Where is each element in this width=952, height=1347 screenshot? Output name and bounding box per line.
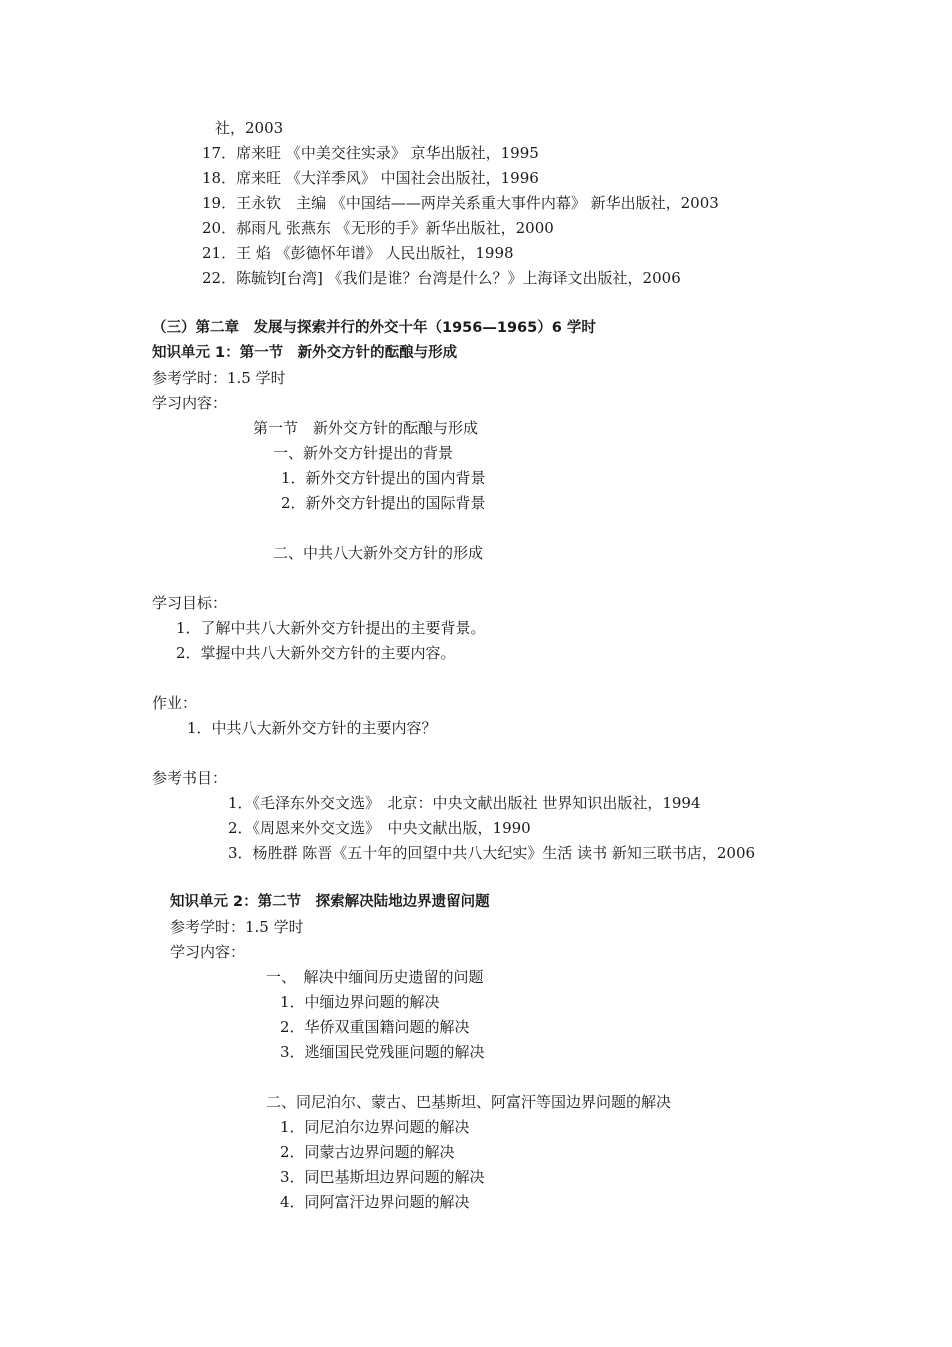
- unit-1-title: 知识单元 1：第一节 新外交方针的酝酿与形成: [152, 345, 458, 361]
- content-line: 第一节 新外交方针的酝酿与形成: [253, 419, 479, 437]
- book-item: 3．杨胜群 陈晋《五十年的回望中共八大纪实》生活 读书 新知三联书店，2006: [228, 844, 756, 862]
- unit-1-books-label: 参考书目：: [152, 769, 228, 787]
- reference-item: 20．郝雨凡 张燕东 《无形的手》新华出版社，2000: [202, 219, 554, 237]
- reference-item: 18．席来旺 《大洋季风》 中国社会出版社，1996: [202, 169, 539, 187]
- reference-item: 19．王永钦 主编 《中国结——两岸关系重大事件内幕》 新华出版社，2003: [202, 194, 719, 212]
- content-line: 2．新外交方针提出的国际背景: [281, 494, 486, 512]
- unit-2-title: 知识单元 2：第二节 探索解决陆地边界遗留问题: [170, 894, 490, 910]
- content-line: 二、同尼泊尔、蒙古、巴基斯坦、阿富汗等国边界问题的解决: [266, 1093, 672, 1111]
- chapter-heading: （三）第二章 发展与探索并行的外交十年（1956—1965）6 学时: [152, 320, 596, 336]
- unit-1-goals-label: 学习目标：: [152, 594, 228, 612]
- unit-2-hours: 参考学时：1.5 学时: [170, 918, 304, 936]
- unit-2-content-label: 学习内容：: [170, 943, 246, 961]
- content-line: 3．逃缅国民党残匪问题的解决: [280, 1043, 485, 1061]
- content-line: 二、中共八大新外交方针的形成: [273, 544, 484, 562]
- unit-1-hours: 参考学时：1.5 学时: [152, 369, 286, 387]
- book-item: 2．《周恩来外交文选》 中央文献出版，1990: [228, 819, 531, 837]
- content-line: 2．华侨双重国籍问题的解决: [280, 1018, 470, 1036]
- goal-item: 2．掌握中共八大新外交方针的主要内容。: [176, 644, 456, 662]
- reference-item: 17．席来旺 《中美交往实录》 京华出版社，1995: [202, 144, 539, 162]
- content-line: 3．同巴基斯坦边界问题的解决: [280, 1168, 485, 1186]
- content-line: 一、新外交方针提出的背景: [273, 444, 454, 462]
- content-line: 2．同蒙古边界问题的解决: [280, 1143, 455, 1161]
- content-line: 4．同阿富汗边界问题的解决: [280, 1193, 470, 1211]
- content-line: 1．中缅边界问题的解决: [280, 993, 440, 1011]
- unit-1-homework-label: 作业：: [152, 694, 198, 712]
- book-item: 1．《毛泽东外交文选》 北京：中央文献出版社 世界知识出版社，1994: [228, 794, 701, 812]
- content-line: 1．新外交方针提出的国内背景: [281, 469, 486, 487]
- reference-item: 22．陈毓钧[台湾] 《我们是谁？台湾是什么？》上海译文出版社，2006: [202, 269, 681, 287]
- homework-item: 1．中共八大新外交方针的主要内容？: [187, 719, 437, 737]
- goal-item: 1．了解中共八大新外交方针提出的主要背景。: [176, 619, 486, 637]
- reference-item: 社，2003: [215, 119, 284, 137]
- content-line: 一、 解决中缅间历史遗留的问题: [266, 968, 484, 986]
- content-line: 1．同尼泊尔边界问题的解决: [280, 1118, 470, 1136]
- unit-1-content-label: 学习内容：: [152, 394, 228, 412]
- reference-item: 21．王 焰 《彭德怀年谱》 人民出版社，1998: [202, 244, 514, 262]
